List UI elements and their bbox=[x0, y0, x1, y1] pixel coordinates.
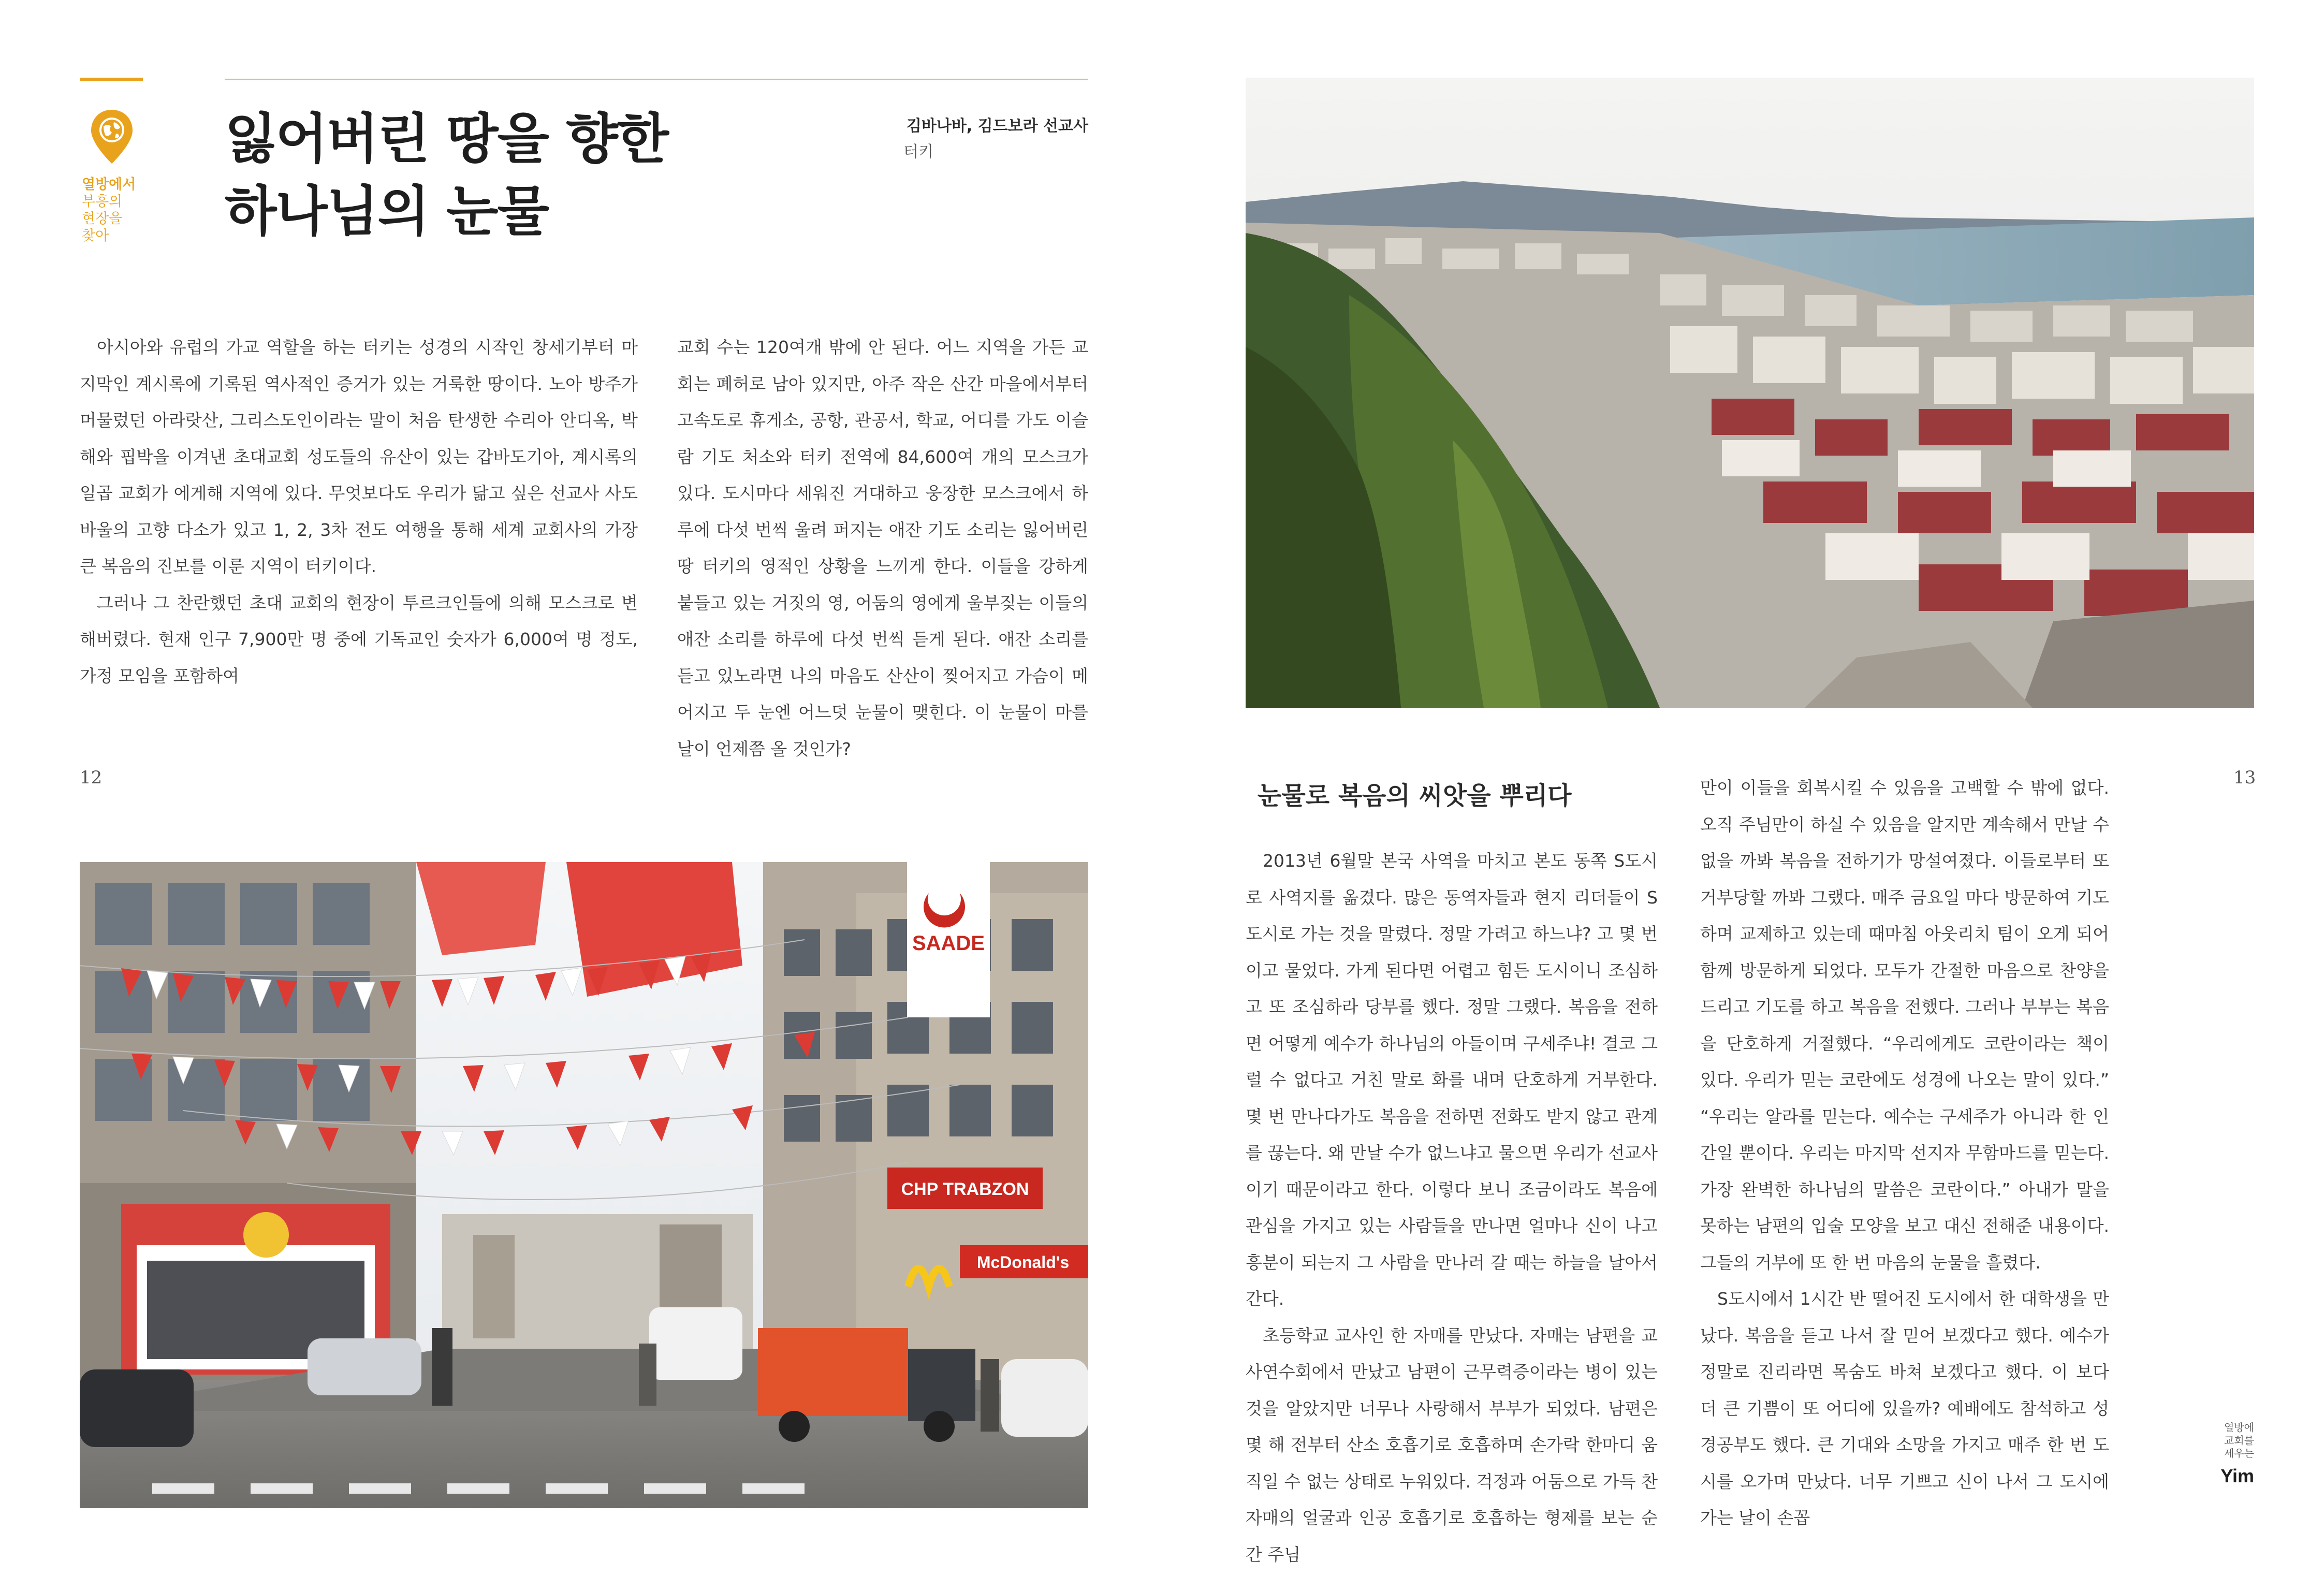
globe-pin-icon bbox=[88, 108, 136, 166]
author-name: 김바나바, 김드보라 선교사 bbox=[906, 117, 1088, 135]
side-label-line-2: 교회를 bbox=[2224, 1434, 2254, 1447]
side-label-line-1: 열방에 bbox=[2224, 1421, 2254, 1434]
left-body-column-1 bbox=[80, 329, 638, 775]
side-label-line-3: 세우는 bbox=[2224, 1447, 2254, 1460]
section-label-line-2: 부흥의 bbox=[82, 194, 123, 210]
title-line-1: 잃어버린 땅을 향한 bbox=[225, 107, 668, 170]
accent-bar bbox=[80, 78, 143, 81]
article-title bbox=[225, 103, 836, 247]
yim-logo: Yim bbox=[2220, 1465, 2254, 1486]
side-label bbox=[2213, 1421, 2254, 1460]
right-paragraph-3: 만이 이들을 회복시킬 수 있음을 고백할 수 밖에 없다. 오직 주님만이 하실 수 있음을 알지만 계속해서 만날 수 없을 까봐 복음을 전하기가 망설여졌다. 이들로부터 또 거부당할 까봐 그랬다. 매주 금요일 마다 방문하여 기도하며 교제하고 있는데 때마침 아웃리치 팀이 오게 되어 함께 방문하게 되었다. 모두가 간절한 마음으로 찬양을 드리고 기도를 하고 복음을 전했다. 그러나 부부는 복음을 단호하게 거절했다. “우리에게도 코란이라는 책이 있다. 우리가 믿는 코란에도 성경에 나오는 말이 있다.” “우리는 알라를 믿는다. 예수는 구세주가 아니라 한 인간일 뿐이다. 우리는 마지막 선지자 무함마드를 믿는다. 가장 완벽한 하나님의 말씀은 코란이다.” 아내가 말을 못하는 남편의 입술 모양을 보고 대신 전해준 내용이다. 그들의 거부에 또 한 번 마음의 눈물을 흘렸다. bbox=[1700, 778, 2109, 1273]
flag-text: SAADE bbox=[912, 932, 985, 955]
section-label bbox=[82, 176, 144, 244]
street-photo bbox=[80, 862, 1088, 1508]
mcdonalds-sign-text: McDonald's bbox=[976, 1253, 1070, 1272]
right-body-column-1 bbox=[1246, 843, 1658, 1565]
section-subheading: 눈물로 복음의 씨앗을 뿌리다 bbox=[1258, 781, 1572, 810]
left-paragraph-3: 교회 수는 120여개 밖에 안 된다. 어느 지역을 가든 교회는 폐허로 남아 있지만, 아주 작은 산간 마을에서부터 고속도로 휴게소, 공항, 관공서, 학교, 어디를 가도 이슬람 기도 처소와 터키 전역에 84,600여 개의 모스크가 있다. 도시마다 세워진 거대하고 웅장한 모스크에서 하루에 다섯 번씩 울려 퍼지는 애잔 기도 소리는 잃어버린 땅 터키의 영적인 상황을 느끼게 한다. 이들을 강하게 붙들고 있는 거짓의 영, 어둠의 영에게 울부짖는 이들의 애잔 소리를 하루에 다섯 번씩 듣게 된다. 애잔 소리를 듣고 있노라면 나의 마음도 산산이 찢어지고 가슴이 메어지고 두 눈엔 어느덧 눈물이 맺힌다. 이 눈물이 마를 날이 언제쯤 올 것인가? bbox=[677, 337, 1088, 759]
section-label-line-3: 현장을 bbox=[82, 211, 123, 227]
right-paragraph-2: 초등학교 교사인 한 자매를 만났다. 자매는 남편을 교사연수회에서 만났고 남편이 근무력증이라는 병이 있는 것을 알았지만 너무나 사랑해서 부부가 되었다. 남편은 몇 해 전부터 산소 호흡기로 호흡하며 손가락 한마디 움직일 수 없는 상태로 누워있다. 걱정과 어둠으로 가득 찬 자매의 얼굴과 인공 호흡기로 호흡하는 형제를 보는 순간 주님 bbox=[1246, 1325, 1658, 1565]
section-label-line-4: 찾아 bbox=[82, 228, 109, 244]
right-page bbox=[1162, 0, 2324, 1590]
right-body-column-2 bbox=[1700, 770, 2109, 1528]
city-photo bbox=[1246, 78, 2254, 708]
section-label-line-1: 열방에서 bbox=[82, 177, 136, 193]
right-paragraph-4: S도시에서 1시간 반 떨어진 도시에서 한 대학생을 만났다. 복음을 듣고 나서 잘 믿어 보겠다고 했다. 예수가 정말로 진리라면 목숨도 바쳐 보겠다고 했다. 이 보다 더 큰 기쁨이 또 어디에 있을까? 예배에도 참석하고 성경공부도 했다. 큰 기대와 소망을 가지고 매주 한 번 도시를 오가며 만났다. 너무 기쁘고 신이 나서 그 도시에 가는 날이 손꼽 bbox=[1700, 1289, 2109, 1528]
page-number-left: 12 bbox=[80, 767, 103, 788]
left-body-column-2 bbox=[677, 329, 1088, 775]
title-line-2: 하나님의 눈물 bbox=[225, 180, 548, 243]
author-country: 터키 bbox=[903, 143, 933, 161]
page-number-right: 13 bbox=[2233, 767, 2256, 788]
chp-sign-text: CHP TRABZON bbox=[901, 1179, 1029, 1199]
left-paragraph-1: 아시아와 유럽의 가교 역할을 하는 터키는 성경의 시작인 창세기부터 마지막인 계시록에 기록된 역사적인 증거가 있는 거룩한 땅이다. 노아 방주가 머물렀던 아라랏산, 그리스도인이라는 말이 처음 탄생한 수리아 안디옥, 박해와 핍박을 이겨낸 초대교회 성도들의 유산이 있는 갑바도기아, 계시록의 일곱 교회가 에게해 지역에 있다. 무엇보다도 우리가 닮고 싶은 선교사 사도 바울의 고향 다소가 있고 1, 2, 3차 전도 여행을 통해 세계 교회사의 가장 큰 복음의 진보를 이룬 지역이 터키이다. bbox=[80, 337, 638, 576]
title-rule bbox=[225, 79, 1088, 80]
right-paragraph-1: 2013년 6월말 본국 사역을 마치고 본도 동쪽 S도시로 사역지를 옮겼다. 많은 동역자들과 현지 리더들이 S도시로 가는 것을 말렸다. 정말 가려고 하느냐? 고 몇 번이고 물었다. 가게 된다면 어렵고 힘든 도시이니 조심하고 또 조심하라 당부를 했다. 정말 그랬다. 복음을 전하면 어떻게 예수가 하나님의 아들이며 구세주냐! 결코 그럴 수 없다고 거친 말로 화를 내며 단호하게 거부한다. 몇 번 만나다가도 복음을 전하면 전화도 받지 않고 관계를 끊는다. 왜 만날 수가 없느냐고 물으면 우리가 선교사이기 때문이라고 한다. 이렇다 보니 조금이라도 복음에 관심을 가지고 있는 사람들을 만나면 얼마나 신이 나고 흥분이 되는지 그 사람을 만나러 갈 때는 하늘을 날아서 간다. bbox=[1246, 851, 1658, 1309]
left-paragraph-2: 그러나 그 찬란했던 초대 교회의 현장이 투르크인들에 의해 모스크로 변해버렸다. 현재 인구 7,900만 명 중에 기독교인 숫자가 6,000여 명 정도, 가정 모임을 포함하여 bbox=[80, 592, 638, 686]
